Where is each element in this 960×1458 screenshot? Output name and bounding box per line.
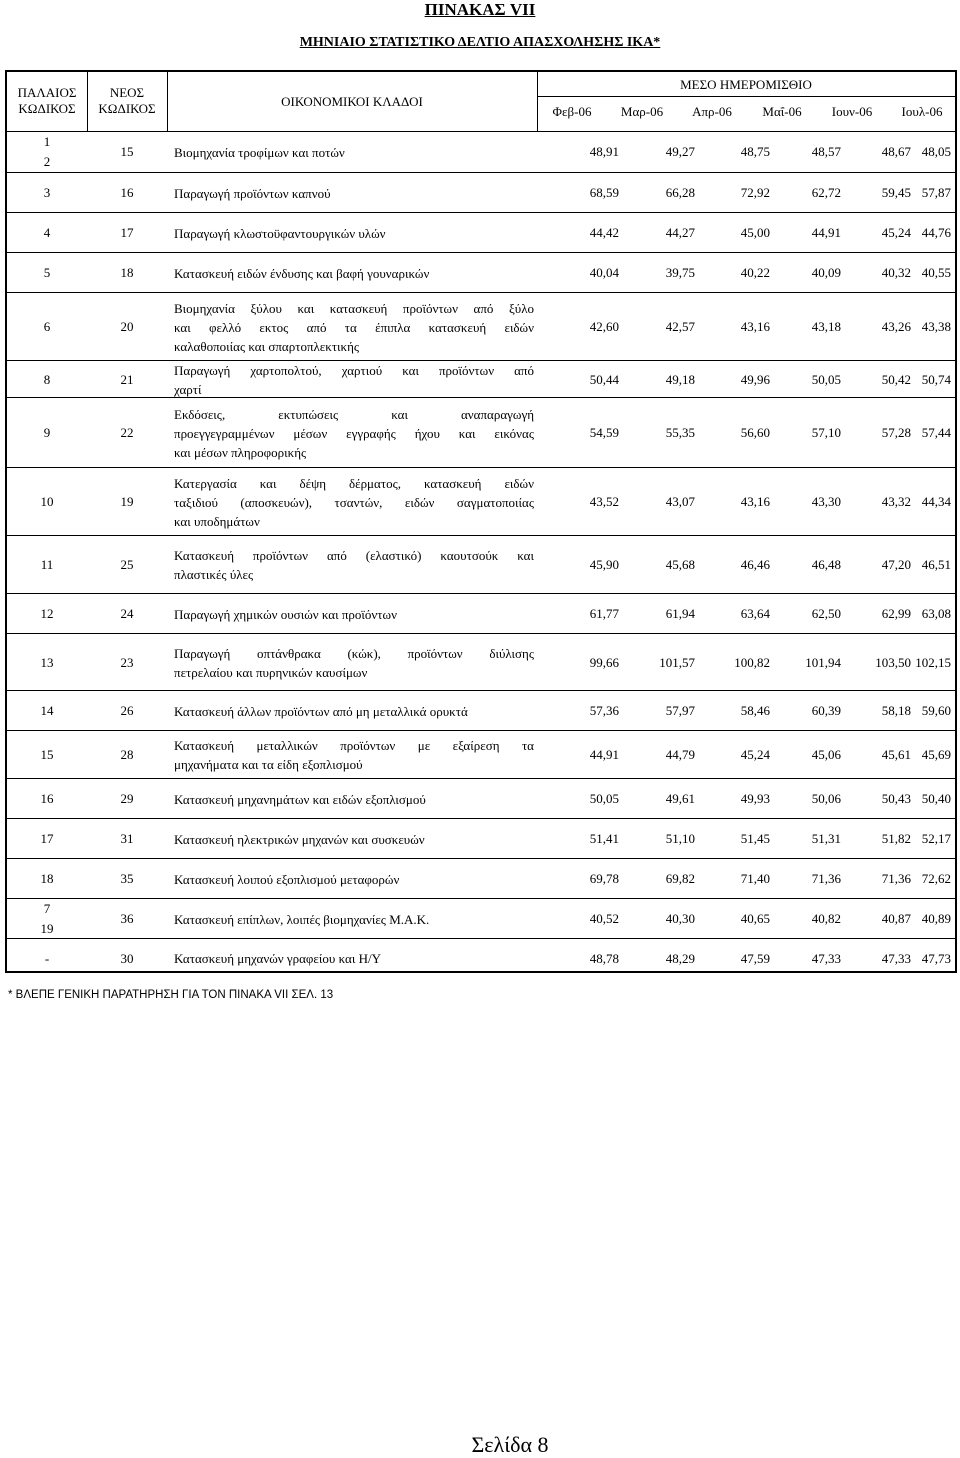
header-month: Απρ-06	[692, 104, 732, 119]
branch-description-line: Παραγωγή προϊόντων καπνού	[174, 185, 331, 201]
wage-value: 44,76	[921, 225, 951, 240]
table-row	[7, 213, 955, 253]
wage-value: 45,06	[811, 747, 841, 762]
new-code-cell	[87, 536, 167, 594]
wage-value: 40,87	[881, 911, 911, 926]
table-row	[7, 253, 955, 293]
wage-value: 49,18	[665, 371, 695, 387]
branch-description-cell	[174, 691, 534, 731]
table-row	[7, 468, 955, 536]
old-code: 12	[40, 606, 54, 621]
wage-value: 47,59	[740, 950, 770, 966]
branch-description-line: Κατασκευή ηλεκτρικών μηχανών και συσκευών	[174, 831, 425, 847]
branch-description-cell	[174, 819, 534, 859]
table-row	[7, 731, 955, 779]
branch-description-line: Κατασκευή μηχανών γραφείου και Η/Υ	[174, 951, 381, 966]
branch-description-line: πετρελαίου και πυρηνικών καυσίμων	[174, 664, 368, 680]
branch-description-cell	[174, 899, 534, 939]
wage-value: 54,59	[589, 425, 619, 440]
table-row	[7, 819, 955, 859]
header-month: Ιουλ-06	[901, 104, 943, 119]
branch-description-line: Βιομηχανία τροφίμων και ποτών	[174, 144, 345, 160]
new-code: 31	[120, 831, 134, 846]
new-code: 21	[120, 371, 134, 387]
table-row	[7, 293, 955, 361]
new-code-cell	[87, 634, 167, 691]
wage-value: 51,41	[589, 831, 619, 846]
page-subtitle: ΜΗΝΙΑΙΟ ΣΤΑΤΙΣΤΙΚΟ ΔΕΛΤΙΟ ΑΠΑΣΧΟΛΗΣΗΣ ΙΚΑ*	[299, 35, 661, 50]
old-code-cell	[7, 899, 87, 939]
header-wage-group: ΜΕΣΟ ΗΜΕΡΟΜΙΣΘΙΟ	[680, 77, 812, 92]
wage-value: 57,10	[811, 425, 841, 440]
wage-value: 45,68	[665, 557, 695, 572]
table-row	[7, 859, 955, 899]
wage-value: 58,18	[881, 703, 911, 718]
wage-value: 45,90	[589, 557, 619, 572]
wage-value: 50,06	[811, 791, 841, 806]
branch-description-cell	[174, 939, 534, 978]
new-code: 30	[120, 950, 134, 966]
branch-description-line: Παραγωγή χημικών ουσιών και προϊόντων	[174, 606, 397, 622]
wage-value: 45,24	[740, 747, 770, 762]
wage-value: 69,78	[589, 871, 619, 886]
old-code: 19	[40, 921, 54, 936]
branch-description-cell	[174, 634, 534, 691]
branch-description-cell	[174, 779, 534, 819]
old-code: 10	[40, 494, 54, 509]
new-code: 17	[120, 225, 134, 240]
wage-value: 101,94	[805, 654, 841, 670]
old-code: 4	[43, 225, 51, 240]
branch-description-cell	[174, 173, 534, 213]
wage-value: 43,07	[665, 494, 695, 509]
old-code: 3	[43, 185, 51, 200]
page-title: ΠΙΝΑΚΑΣ VII	[424, 0, 536, 19]
wage-value: 44,34	[921, 494, 951, 509]
old-code-cell	[7, 398, 87, 468]
wage-value: 103,50	[875, 654, 911, 670]
wage-value: 57,87	[921, 185, 951, 200]
wage-value: 44,91	[811, 225, 841, 240]
wage-value: 69,82	[665, 871, 695, 886]
table-header	[7, 72, 955, 132]
wage-value: 57,44	[921, 425, 951, 440]
wage-value: 51,82	[881, 831, 911, 846]
table-row	[7, 173, 955, 213]
wage-value: 40,55	[921, 265, 951, 280]
table-row	[7, 536, 955, 594]
branch-description-cell	[174, 594, 534, 634]
wage-value: 66,28	[665, 185, 695, 200]
old-code-cell	[7, 253, 87, 293]
branch-description-cell	[174, 293, 534, 361]
old-code: 15	[40, 747, 54, 762]
header-old-code: ΠΑΛΑΙΟΣ ΚΩΔΙΚΟΣ	[17, 85, 77, 116]
branch-description-line: Κατασκευή μηχανημάτων και ειδών εξοπλισμού	[174, 791, 426, 807]
wage-value: 40,04	[589, 265, 619, 280]
header-month: Φεβ-06	[552, 104, 592, 119]
new-code: 28	[120, 747, 134, 762]
wage-value: 40,65	[740, 911, 770, 926]
branch-description-line: προεγγεγραμμένων μέσων εγγραφής ήχου και εικόνας	[174, 425, 534, 441]
wage-value: 40,89	[921, 911, 951, 926]
old-code-cell	[7, 634, 87, 691]
new-code: 19	[120, 494, 134, 509]
wage-value: 55,35	[665, 425, 695, 440]
wage-value: 49,27	[665, 144, 695, 159]
new-code: 26	[120, 703, 134, 718]
branch-description-cell	[174, 253, 534, 293]
old-code: 14	[40, 703, 54, 718]
branch-description-cell	[174, 361, 534, 398]
old-code: 1	[43, 134, 51, 149]
wage-value: 49,96	[740, 371, 770, 387]
new-code: 23	[120, 654, 134, 670]
wage-value: 43,26	[881, 319, 911, 334]
new-code-cell	[87, 594, 167, 634]
table-row	[7, 634, 955, 691]
wage-value: 40,09	[811, 265, 841, 280]
branch-description-cell	[174, 468, 534, 536]
new-code-cell	[87, 173, 167, 213]
wage-value: 45,69	[921, 747, 951, 762]
new-code: 15	[120, 144, 134, 159]
old-code-cell	[7, 731, 87, 779]
header-month: Μαρ-06	[620, 104, 664, 119]
footnote: * ΒΛΕΠΕ ΓΕΝΙΚΗ ΠΑΡΑΤΗΡΗΣΗ ΓΙΑ ΤΟΝ ΠΙΝΑΚΑ VII ΣΕΛ. 13	[8, 989, 334, 1001]
wage-value: 43,38	[921, 319, 951, 334]
wage-value: 57,28	[881, 425, 911, 440]
table-row	[7, 594, 955, 634]
wage-value: 56,60	[740, 425, 770, 440]
wage-value: 62,50	[811, 606, 841, 621]
wage-value: 47,73	[921, 950, 951, 966]
branch-description-line: Κατασκευή ειδών ένδυσης και βαφή γουναρικών	[174, 265, 430, 281]
new-code: 22	[120, 425, 134, 440]
old-code: 16	[40, 791, 54, 806]
old-code-cell	[7, 819, 87, 859]
old-code-cell	[7, 131, 87, 173]
wage-value: 57,97	[665, 703, 695, 718]
wage-value: 44,42	[589, 225, 619, 240]
wage-value: 47,33	[811, 950, 841, 966]
old-code: 13	[40, 654, 54, 670]
branch-description-line: και μέσων πληροφορικής	[174, 444, 307, 460]
new-code: 35	[120, 871, 134, 886]
branch-description-line: Κατεργασία και δέψη δέρματος, κατασκευή ειδών	[174, 475, 534, 491]
wage-value: 44,91	[589, 747, 619, 762]
table-row	[7, 131, 955, 173]
wage-value: 71,36	[811, 871, 841, 886]
wage-value: 46,46	[740, 557, 770, 572]
old-code: 2	[43, 154, 51, 169]
new-code-cell	[87, 131, 167, 173]
wage-value: 72,62	[921, 871, 951, 886]
branch-description-line: Παραγωγή χαρτοπολτού, χαρτιού και προϊόντων από	[174, 362, 534, 378]
wage-value: 40,30	[665, 911, 695, 926]
branch-description-cell	[174, 859, 534, 899]
table-row	[7, 691, 955, 731]
wage-value: 40,32	[881, 265, 911, 280]
table-row	[7, 899, 955, 939]
wage-value: 45,00	[740, 225, 770, 240]
wage-value: 49,93	[740, 791, 770, 806]
wage-value: 71,40	[740, 871, 770, 886]
new-code-cell	[87, 468, 167, 536]
old-code-cell	[7, 594, 87, 634]
wage-value: 45,61	[881, 747, 911, 762]
header-new-code: ΝΕΟΣ ΚΩΔΙΚΟΣ	[98, 85, 156, 116]
old-code: 6	[43, 319, 51, 334]
new-code-cell	[87, 213, 167, 253]
wage-value: 59,60	[921, 703, 951, 718]
branch-description-line: Κατασκευή προϊόντων από (ελαστικό) καουτσούκ και	[174, 548, 534, 563]
old-code-cell	[7, 779, 87, 819]
wage-value: 51,10	[665, 831, 695, 846]
header-month: Μαΐ-06	[762, 104, 802, 119]
wage-value: 40,52	[589, 911, 619, 926]
wage-value: 63,64	[740, 606, 770, 621]
wage-value: 40,82	[811, 911, 841, 926]
old-code: 17	[40, 831, 54, 846]
wage-value: 48,29	[665, 950, 695, 966]
new-code: 20	[120, 319, 134, 334]
wage-value: 61,94	[665, 606, 695, 621]
wage-value: 43,16	[740, 494, 770, 509]
branch-description-cell	[174, 131, 534, 173]
old-code: -	[44, 950, 50, 966]
wage-value: 47,33	[881, 950, 911, 966]
wage-value: 46,48	[811, 557, 841, 572]
branch-description-line: και φελλό εκτος από τα έπιπλα κατασκευή ειδών	[174, 319, 534, 335]
wage-value: 100,82	[734, 654, 770, 670]
wage-value: 46,51	[921, 557, 951, 572]
wage-value: 49,61	[665, 791, 695, 806]
new-code-cell	[87, 939, 167, 978]
old-code-cell	[7, 859, 87, 899]
wage-value: 48,05	[921, 144, 951, 159]
wage-value: 62,72	[811, 185, 841, 200]
new-code: 24	[120, 606, 134, 621]
new-code-cell	[87, 859, 167, 899]
new-code-cell	[87, 293, 167, 361]
new-code: 25	[120, 557, 134, 572]
wage-value: 50,74	[921, 371, 951, 387]
wage-value: 50,42	[881, 371, 911, 387]
new-code-cell	[87, 899, 167, 939]
new-code-cell	[87, 398, 167, 468]
wage-value: 50,05	[589, 791, 619, 806]
new-code-cell	[87, 691, 167, 731]
wage-value: 48,78	[589, 950, 619, 966]
new-code: 16	[120, 185, 134, 200]
old-code: 8	[43, 371, 51, 387]
old-code-cell	[7, 939, 87, 978]
branch-description-line: Βιομηχανία ξύλου και κατασκευή προϊόντων από ξύλο	[174, 300, 534, 316]
old-code-cell	[7, 468, 87, 536]
old-code-cell	[7, 213, 87, 253]
old-code: 5	[43, 265, 51, 280]
wage-value: 61,77	[589, 606, 619, 621]
branch-description-line: Κατασκευή επίπλων, λοιπές βιομηχανίες Μ.Α.Κ.	[174, 911, 430, 927]
branch-description-cell	[174, 398, 534, 468]
wage-value: 72,92	[740, 185, 770, 200]
old-code-cell	[7, 536, 87, 594]
new-code-cell	[87, 779, 167, 819]
old-code: 7	[43, 901, 51, 916]
wage-value: 59,45	[881, 185, 911, 200]
wage-value: 57,36	[589, 703, 619, 718]
wage-value: 47,20	[881, 557, 911, 572]
wage-value: 50,40	[921, 791, 951, 806]
wage-value: 39,75	[665, 265, 695, 280]
wage-value: 43,52	[589, 494, 619, 509]
wage-value: 99,66	[589, 654, 619, 670]
old-code-cell	[7, 361, 87, 398]
new-code-cell	[87, 361, 167, 398]
wage-value: 50,44	[589, 371, 619, 387]
wage-value: 68,59	[589, 185, 619, 200]
new-code-cell	[87, 819, 167, 859]
wage-table	[5, 70, 957, 973]
wage-value: 43,30	[811, 494, 841, 509]
wage-value: 45,24	[881, 225, 911, 240]
branch-description-line: Παραγωγή κλωστοϋφαντουργικών υλών	[174, 225, 386, 241]
old-code-cell	[7, 293, 87, 361]
wage-value: 43,32	[881, 494, 911, 509]
wage-value: 52,17	[921, 831, 951, 846]
table-row	[7, 361, 955, 398]
branch-description-line: Κατασκευή λοιπού εξοπλισμού μεταφορών	[174, 871, 400, 887]
wage-value: 44,27	[665, 225, 695, 240]
new-code: 18	[120, 265, 134, 280]
wage-value: 102,15	[915, 654, 951, 670]
wage-value: 63,08	[921, 606, 951, 621]
branch-description-line: πλαστικές ύλες	[174, 567, 254, 582]
wage-value: 50,43	[881, 791, 911, 806]
old-code-cell	[7, 173, 87, 213]
table-row	[7, 779, 955, 819]
wage-value: 48,75	[740, 144, 770, 159]
branch-description-cell	[174, 536, 534, 594]
wage-value: 71,36	[881, 871, 911, 886]
branch-description-line: Παραγωγή οπτάνθρακα (κώκ), προϊόντων διύλισης	[174, 645, 534, 661]
wage-value: 50,05	[811, 371, 841, 387]
old-code: 18	[40, 871, 54, 886]
branch-description-cell	[174, 213, 534, 253]
branch-description-line: Κατασκευή μεταλλικών προϊόντων με εξαίρεση τα	[174, 738, 534, 753]
page-number: Σελίδα 8	[471, 1432, 549, 1457]
wage-value: 43,18	[811, 319, 841, 334]
wage-value: 44,79	[665, 747, 695, 762]
old-code: 9	[43, 425, 51, 440]
wage-value: 42,60	[589, 319, 619, 334]
wage-value: 48,57	[811, 144, 841, 159]
branch-description-line: Εκδόσεις, εκτυπώσεις και αναπαραγωγή	[174, 406, 534, 422]
wage-value: 60,39	[811, 703, 841, 718]
new-code-cell	[87, 731, 167, 779]
new-code: 29	[120, 791, 134, 806]
branch-description-line: καλαθοποιίας και σπαρτοπλεκτικής	[174, 338, 360, 354]
old-code: 11	[40, 557, 54, 572]
wage-value: 40,22	[740, 265, 770, 280]
wage-value: 101,57	[659, 654, 695, 670]
wage-value: 62,99	[881, 606, 911, 621]
wage-value: 51,45	[740, 831, 770, 846]
branch-description-line: μηχανήματα και τα είδη εξοπλισμού	[174, 757, 363, 772]
wage-value: 48,91	[589, 144, 619, 159]
wage-value: 51,31	[811, 831, 841, 846]
new-code: 36	[120, 911, 134, 926]
table-row	[7, 398, 955, 468]
branch-description-line: και υποδημάτων	[174, 513, 260, 529]
wage-value: 43,16	[740, 319, 770, 334]
header-month: Ιουν-06	[831, 104, 873, 119]
branch-description-cell	[174, 731, 534, 779]
table-row	[7, 939, 955, 978]
branch-description-line: Κατασκευή άλλων προϊόντων από μη μεταλλικά ορυκτά	[174, 703, 468, 719]
old-code-cell	[7, 691, 87, 731]
branch-description-line: ταξιδιού (αποσκευών), τσαντών, ειδών σαγματοποιίας	[174, 494, 534, 510]
header-branches: ΟΙΚΟΝΟΜΙΚΟΙ ΚΛΑΔΟΙ	[281, 94, 423, 109]
wage-value: 48,67	[881, 144, 911, 159]
wage-value: 58,46	[740, 703, 770, 718]
new-code-cell	[87, 253, 167, 293]
wage-value: 42,57	[665, 319, 695, 334]
branch-description-line: χαρτί	[174, 381, 202, 397]
